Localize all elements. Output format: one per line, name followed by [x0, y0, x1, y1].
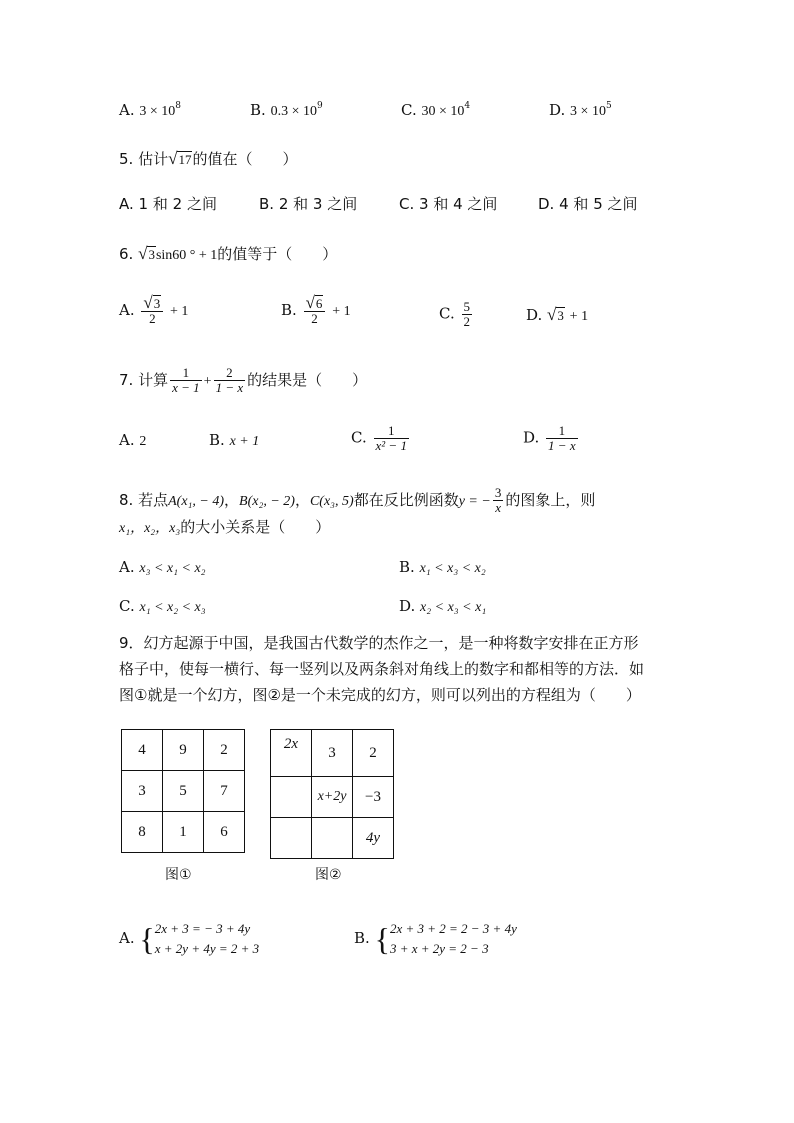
- q6-stem: 6. √3sin60 ° + 1的值等于（ ）: [119, 244, 338, 263]
- magic-square-figure-2: [270, 729, 394, 859]
- q6-option-d: D. √3 + 1: [526, 305, 589, 324]
- q8-option-d: D. x₂ < x₃ < x₁: [399, 597, 487, 615]
- q4-option-c: C. $30 \times 10^4$: [401, 101, 471, 119]
- figure-2-caption: 图②: [315, 867, 342, 883]
- grid-cell: 8: [122, 812, 163, 853]
- q8-stem-line1: 8. 若点A(x₁, − 4)，B(x₂, − 2)，C(x₃, 5)都在反比例函数y = − $\frac{3}{x}$ 的图象上，则: [119, 485, 596, 515]
- q9-stem-line3: 图①就是一个幻方，图②是一个未完成的幻方，则可以列出的方程组为（ ）: [119, 686, 641, 704]
- q5-option-b: B. 2 和 3 之间: [259, 195, 358, 213]
- grid-cell: [271, 818, 312, 859]
- q5-stem: 5. 估计√17的值在（ ）: [119, 149, 298, 168]
- grid-cell: 9: [163, 730, 204, 771]
- grid-cell: 4y: [353, 818, 394, 859]
- grid-cell: 5: [163, 771, 204, 812]
- q7-option-d: D. $\frac{1}{1 - x}$: [523, 423, 576, 453]
- q8-stem-line2: x₁，x₂，x₃的大小关系是（ ）: [119, 518, 331, 536]
- grid-cell: 6: [204, 812, 245, 853]
- q8-option-c: C. x₁ < x₂ < x₃: [119, 597, 206, 615]
- grid-cell: −3: [353, 777, 394, 818]
- grid-cell: 3: [122, 771, 163, 812]
- grid-cell: [271, 777, 312, 818]
- q5-option-d: D. 4 和 5 之间: [538, 195, 638, 213]
- grid-cell: 2: [204, 730, 245, 771]
- q6-option-b: B. $\frac{√6}{2}$ + 1: [281, 293, 351, 326]
- q4-option-b: B. $0.3 \times 10^9$: [250, 101, 323, 119]
- q7-option-c: C. $\frac{1}{\text{x² − 1}}$: [351, 423, 407, 453]
- q7-option-a: A. 2: [119, 431, 147, 449]
- q6-option-c: C. $\frac{5}{2}$: [439, 299, 470, 329]
- grid-cell: 1: [163, 812, 204, 853]
- q8-option-b: B. x₁ < x₃ < x₂: [399, 558, 486, 576]
- q5-option-c: C. 3 和 4 之间: [399, 195, 498, 213]
- grid-cell: x+2y: [312, 777, 353, 818]
- grid-cell: 4: [122, 730, 163, 771]
- q6-option-a: A. $\frac{√3}{2}$ + 1: [119, 293, 189, 326]
- q7-stem: 7. 计算 $\frac{1}{x - 1}$ + $\frac{2}{1 - x}$ 的结果是（ ）: [119, 365, 368, 395]
- q9-option-b: B. {2x + 3 + 2 = 2 − 3 + 4y 3 + x + 2y = 2 − 3: [354, 921, 517, 958]
- grid-cell: 3: [312, 730, 353, 777]
- q4-option-d: D. $3 \times 10^5$: [549, 101, 612, 119]
- figure-1-caption: 图①: [165, 867, 192, 883]
- q5-option-a: A. 1 和 2 之间: [119, 195, 217, 213]
- grid-cell: [312, 818, 353, 859]
- q7-option-b: B. x + 1: [209, 431, 260, 449]
- q4-option-a: A. $3 \times 10^8$: [119, 101, 182, 119]
- q9-option-a: A. {2x + 3 = − 3 + 4y x + 2y + 4y = 2 + 3: [119, 921, 260, 958]
- q8-option-a: A. x₃ < x₁ < x₂: [119, 558, 206, 576]
- sqrt-17: √17: [168, 149, 192, 168]
- q9-stem-line1: 9．幻方起源于中国，是我国古代数学的杰作之一，是一种将数字安排在正方形: [119, 634, 639, 652]
- grid-cell: 2x: [271, 730, 312, 777]
- q9-stem-line2: 格子中，使每一横行、每一竖列以及两条斜对角线上的数字和都相等的方法．如: [119, 660, 645, 678]
- grid-cell: 2: [353, 730, 394, 777]
- magic-square-figure-1: [121, 729, 245, 853]
- grid-cell: 7: [204, 771, 245, 812]
